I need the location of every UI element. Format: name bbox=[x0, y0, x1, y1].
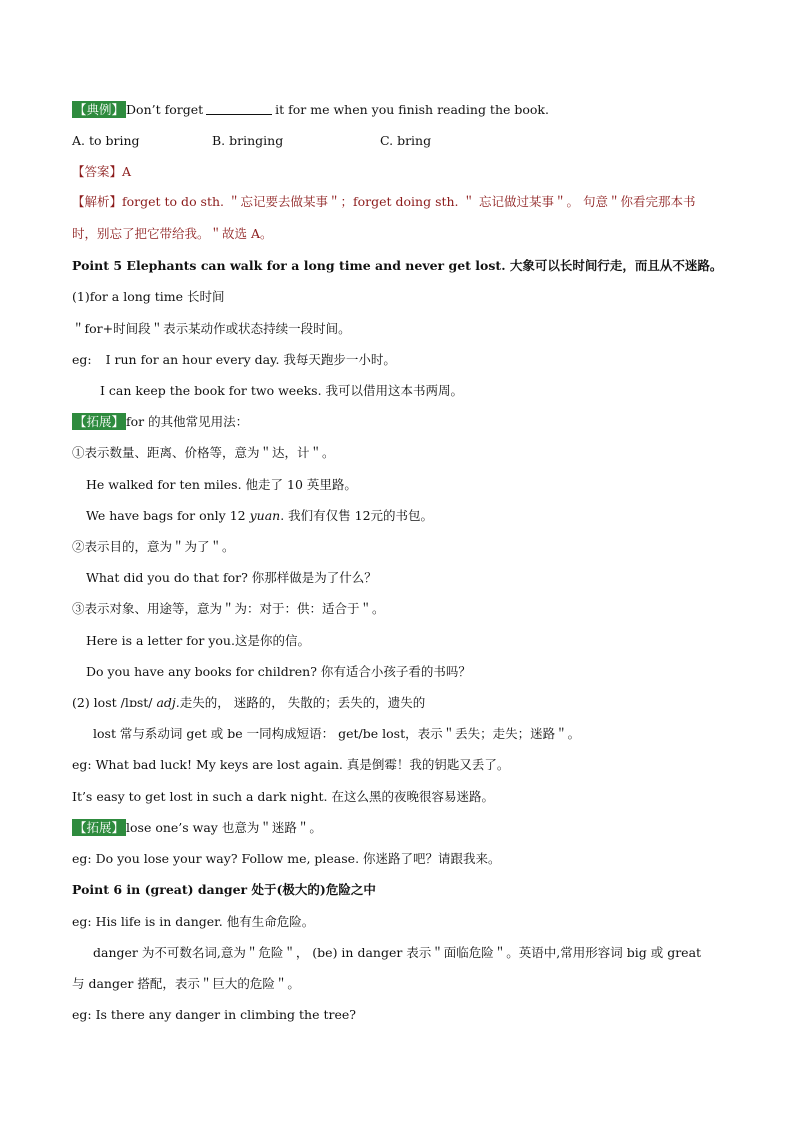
expand-tag-2: 【拓展】 bbox=[74, 820, 125, 835]
example-question bbox=[72, 100, 724, 120]
point5-eg3: eg: What bad luck! My keys are lost again. 真是倒霉！我的钥匙又丢了。 bbox=[72, 757, 510, 772]
answer-tag: 【答案】 bbox=[72, 164, 123, 179]
eg-label: eg: bbox=[72, 352, 92, 367]
use1-example-1: He walked for ten miles. 他走了 10 英里路。 bbox=[86, 477, 357, 492]
point5-sub1: (1)for a long time 长时间 bbox=[72, 289, 225, 304]
option-b: B. bringing bbox=[212, 133, 284, 148]
use1-heading: ①表示数量、距离、价格等，意为＂达，计＂。 bbox=[72, 445, 335, 460]
option-c: C. bring bbox=[380, 133, 432, 148]
answer-blank bbox=[206, 102, 272, 115]
analysis-text-1: forget to do sth. ＂忘记要去做某事＂；forget doing sth. ＂ 忘记做过某事＂。 句意＂你看完那本书 bbox=[122, 194, 696, 209]
question-text-after: it for me when you finish reading the book. bbox=[275, 102, 549, 117]
use1-example-2: We have bags for only 12 yuan. 我们有仅售 12元的书包。 bbox=[86, 508, 434, 523]
point6-eg2: eg: Is there any danger in climbing the tree? bbox=[72, 1007, 356, 1022]
analysis-line-1 bbox=[72, 192, 724, 212]
analysis-line-2: 时，别忘了把它带给我。＂故选 A。 bbox=[72, 226, 273, 241]
point5-eg5: eg: Do you lose your way? Follow me, please. 你迷路了吧？请跟我来。 bbox=[72, 851, 501, 866]
point5-title: Point 5 Elephants can walk for a long time and never get lost. 大象可以长时间行走，而且从不迷路。 bbox=[72, 258, 723, 273]
point5-expand-2 bbox=[72, 818, 724, 838]
answer-line bbox=[72, 162, 724, 182]
point5-sub2: (2) lost /lɒst/ adj.走失的， 迷路的， 失散的；丢失的，遗失的 bbox=[72, 695, 426, 710]
point6-desc-2: 与 danger 搭配，表示＂巨大的危险＂。 bbox=[72, 976, 300, 991]
analysis-tag: 【解析】 bbox=[72, 194, 123, 209]
use2-example: What did you do that for? 你那样做是为了什么？ bbox=[86, 570, 377, 585]
point5-eg4: It’s easy to get lost in such a dark night. 在这么黑的夜晚很容易迷路。 bbox=[72, 789, 494, 804]
example-tag: 【典例】 bbox=[74, 102, 125, 117]
question-text-before: Don’t forget bbox=[126, 102, 204, 117]
point6-eg1: eg: His life is in danger. 他有生命危险。 bbox=[72, 914, 315, 929]
expand-text-2: lose one’s way 也意为＂迷路＂。 bbox=[126, 820, 322, 835]
point5-sub1-desc: ＂for+时间段＂表示某动作或状态持续一段时间。 bbox=[72, 321, 351, 336]
options-row bbox=[72, 131, 724, 151]
expand-text: for 的其他常见用法： bbox=[126, 414, 249, 429]
option-a: A. to bring bbox=[72, 133, 140, 148]
expand-tag: 【拓展】 bbox=[74, 414, 125, 429]
use3-example-1: Here is a letter for you.这是你的信。 bbox=[86, 633, 310, 648]
use2-heading: ②表示目的，意为＂为了＂。 bbox=[72, 539, 235, 554]
point5-eg1 bbox=[72, 350, 724, 370]
eg1-text: I run for an hour every day. 我每天跑步一小时。 bbox=[105, 352, 396, 367]
point5-sub2-desc: lost 常与系动词 get 或 be 一同构成短语： get/be lost，表示＂丢失；走失；迷路＂。 bbox=[93, 726, 581, 741]
point5-eg2: I can keep the book for two weeks. 我可以借用这本书两周。 bbox=[100, 383, 464, 398]
point6-desc-1: danger 为不可数名词,意为＂危险＂， (be) in danger 表示＂面临危险＂。英语中,常用形容词 big 或 great bbox=[93, 945, 702, 960]
answer-value: A bbox=[122, 164, 132, 179]
point5-expand bbox=[72, 412, 724, 432]
use3-heading: ③表示对象、用途等，意为＂为：对于：供：适合于＂。 bbox=[72, 601, 385, 616]
point6-title: Point 6 in (great) danger 处于(极大的)危险之中 bbox=[72, 882, 376, 897]
use3-example-2: Do you have any books for children? 你有适合小孩子看的书吗？ bbox=[86, 664, 471, 679]
